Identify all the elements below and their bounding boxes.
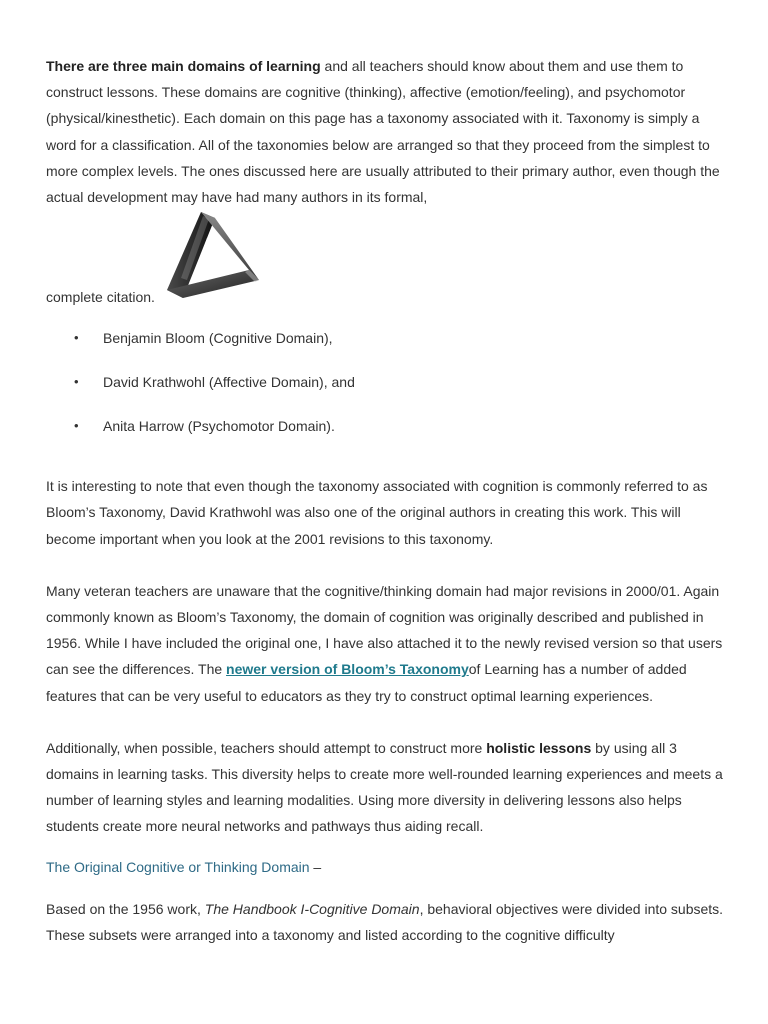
article-body — [46, 53, 730, 948]
author-item-harrow: Anita Harrow (Psychomotor Domain). — [103, 418, 335, 435]
based-text-after: , behavioral objectives were divided into subsets. These subsets were arranged into a taxonomy and listed according to the cognitive difficulty — [46, 900, 724, 944]
bullet-icon: • — [74, 330, 79, 346]
holistic-lessons-bold: holistic lessons — [486, 739, 592, 756]
section-heading-text: The Original Cognitive or Thinking Domain — [46, 858, 310, 875]
veteran-text-before: Many veteran teachers are unaware that the cognitive/thinking domain had major revisions in 2000/01. Again commonly known as Bloom’s Taxonomy, the domain of cognition was originally described and published in 1956. While I have included the original one, I have also attached it to the newly revised version so that users can see the differences. The — [46, 582, 723, 678]
interesting-paragraph: It is interesting to note that even though the taxonomy associated with cognition is commonly referred to as Bloom’s Taxonomy, David Krathwohl was also one of the original authors in creating this work. This will become important when you look at the 2001 revisions to this taxonomy. — [46, 478, 708, 547]
author-item-krathwohl: David Krathwohl (Affective Domain), and — [103, 374, 355, 391]
list-item — [46, 327, 730, 349]
bullet-icon: • — [74, 418, 79, 434]
veteran-text-after: of Learning has a number of added features that can be very useful to educators as they try to construct optimal learning experiences. — [46, 661, 687, 704]
impossible-triangle-image — [163, 210, 263, 302]
veteran-paragraph — [46, 578, 730, 709]
based-text-before: Based on the 1956 work, — [46, 900, 205, 917]
list-item — [46, 415, 730, 437]
bullet-icon: • — [74, 374, 79, 390]
intro-paragraph — [46, 53, 730, 210]
citation-row — [46, 210, 730, 314]
additionally-paragraph — [46, 735, 730, 840]
based-paragraph — [46, 896, 730, 948]
handbook-title-italic: The Handbook I-Cognitive Domain — [204, 900, 420, 917]
section-heading — [46, 854, 730, 880]
intro-bold-lead: There are three main domains of learning — [46, 58, 321, 74]
section-heading-dash: – — [309, 858, 322, 875]
intro-text: and all teachers should know about them and use them to construct lessons. These domains are cognitive (thinking), affective (emotion/feeling), and psychomotor (physical/kinesthetic). Each domain on this page has a taxonomy associated with it. Taxonomy is simply a word for a classification. All of the taxonomies below are arranged so that they proceed from the simplest to more complex levels. The ones discussed here are usually attributed to their primary author, even though the actual development may have had many authors in its formal, — [46, 58, 720, 206]
additionally-text-before: Additionally, when possible, teachers should attempt to construct more — [46, 739, 487, 756]
list-item — [46, 371, 730, 393]
citation-text: complete citation. — [46, 289, 155, 306]
additionally-text-after: by using all 3 domains in learning tasks. This diversity helps to create more well-rounded learning experiences and meets a number of learning styles and learning modalities. Using more diversity in delivering lessons also helps students create more neural networks and pathways thus aiding recall. — [46, 739, 723, 835]
authors-list — [46, 327, 730, 437]
newer-blooms-taxonomy-link[interactable]: newer version of Bloom’s Taxonomy — [226, 661, 469, 678]
author-item-bloom: Benjamin Bloom (Cognitive Domain), — [103, 330, 333, 347]
